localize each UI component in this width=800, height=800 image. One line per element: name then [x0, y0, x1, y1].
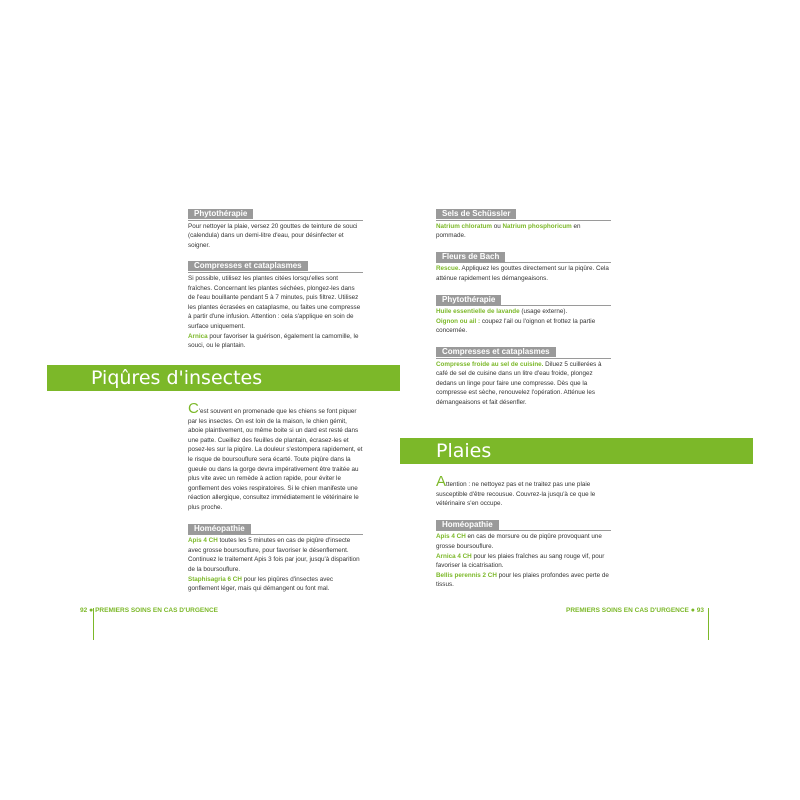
remedy-text: toutes les 5 minutes en cas de piqûre d'insecte avec grosse boursouflure, pour favoriser le désenflement. Continuez le traitement Apis 3 fois par jour, jusqu'à disparition de la boursouflure. [188, 537, 360, 573]
homeopathie-section [436, 520, 611, 590]
left-footer [80, 606, 218, 616]
remedy-line [436, 317, 611, 336]
intro-text: 'est souvent en promenade que les chiens se font piquer par les insectes. On est loin de la maison, le chien gémit, aboie plaintivement, ou même boite si un dard est resté dans une patte. Cueillez des feuilles de plantain, écrasez-les et posez-les sur la piqûre. La douleur s'estompera rapidement, et le risque de boursouflure sera écarté. Toute piqûre dans la gueule ou dans la gorge devra impérativement être traitée au plus vite avec un remède à action rapide, pour éviter le gonflement des voies respiratoires. Si le chien manifeste une réaction allergique, consultez immédiatement le vétérinaire le plus proche. [188, 408, 363, 511]
remedy-text: ou [491, 222, 503, 230]
remedy-term: Bellis perennis 2 CH [436, 571, 497, 579]
section-heading: Homéopathie [436, 520, 499, 530]
remedy-text: (usage externe). [519, 308, 568, 316]
remedy-term: Arnica 4 CH [436, 552, 472, 560]
remedy-line [436, 222, 611, 241]
remedy-text: pour les plaies fraîches au sang rouge vif, pour favoriser la cicatrisation. [436, 552, 605, 570]
right-footer [566, 606, 704, 616]
remedy-term: Compresse froide au sel de cuisine. [436, 360, 544, 368]
compresses-section [188, 261, 363, 350]
remedy-line [436, 571, 611, 590]
remedy-text: en pommade. [436, 222, 581, 240]
remedy-line [188, 575, 363, 594]
section-heading: Phytothérapie [436, 295, 501, 305]
remedy-line [436, 552, 611, 571]
chapter-banner-piqures [47, 365, 400, 391]
section-heading: Sels de Schüssler [436, 209, 516, 219]
heading-rule [188, 272, 363, 273]
banner-title: Piqûres d'insectes [91, 367, 263, 389]
remedy-text: pour les plaies profondes avec perte de tissus. [436, 571, 609, 589]
remedy-line [188, 536, 363, 574]
running-title: PREMIERS SOINS EN CAS D'URGENCE [566, 607, 689, 614]
remedy-line [436, 264, 611, 283]
heading-rule [188, 534, 363, 535]
remedy-term: Natrium chloratum [436, 222, 492, 230]
remedy-term: Oignon ou ail : [436, 317, 481, 325]
footer-rule-left [93, 608, 94, 640]
section-text: Si possible, utilisez les plantes citées lorsqu'elles sont fraîches. Concernant les plantes séchées, plongez-les dans de l'eau bouillante pendant 5 à 7 minutes, puis filtrez. Utilisez les plantes écrasées en cataplasme, ou faites une compresse à partir d'une infusion. Attention : cela s'applique en soin de surface uniquement. [188, 274, 361, 330]
remedy-term: Staphisagria 6 CH [188, 575, 242, 583]
section-heading: Homéopathie [188, 524, 251, 534]
page-number: 93 [696, 607, 704, 614]
footer-rule-right [708, 608, 709, 640]
bullet-icon: ● [690, 607, 695, 614]
banner-title: Plaies [436, 440, 492, 462]
remedy-text: coupez l'ail ou l'oignon et frottez la partie concernée. [436, 317, 596, 335]
phytotherapie-section [188, 209, 363, 250]
remedy-term: Rescue. [436, 265, 461, 273]
remedy-term: Apis 4 CH [188, 537, 218, 545]
remedy-text: en cas de morsure ou de piqûre provoquant une grosse boursouflure. [436, 533, 602, 550]
right-top-column [436, 209, 611, 419]
section-heading: Compresses et cataplasmes [188, 261, 308, 271]
heading-rule [436, 530, 611, 531]
remedy-line [188, 332, 363, 351]
chapter-banner-plaies [400, 438, 753, 464]
remedy-line [436, 360, 611, 408]
running-title: PREMIERS SOINS EN CAS D'URGENCE [95, 607, 218, 614]
remedy-text: Diluez 5 cuillerées à café de sel de cuisine dans un litre d'eau froide, plongez dedans un linge pour faire une compresse. Dès que la compresse est sèche, renouvelez l'opération. Atténue les démangeaisons et fait désenfler. [436, 360, 602, 406]
heading-rule [436, 305, 611, 306]
bach-section [436, 252, 611, 284]
remedy-term: Apis 4 CH [436, 533, 466, 541]
remedy-line [436, 532, 611, 551]
compresses-section [436, 347, 611, 408]
heading-rule [188, 220, 363, 221]
drop-cap: A [436, 473, 447, 490]
bullet-icon: ● [89, 607, 94, 614]
drop-cap: C [188, 400, 199, 417]
right-bottom-column [436, 473, 611, 601]
remedy-text: pour favoriser la guérison, également la camomille, le souci, ou le plantain. [188, 332, 359, 350]
remedy-term: Natrium phosphoricum [502, 222, 572, 230]
remedy-text: Appliquez les gouttes directement sur la piqûre. Cela atténue rapidement les démangeaisons. [436, 265, 609, 282]
section-heading: Phytothérapie [188, 209, 253, 219]
phytotherapie-section [436, 295, 611, 336]
remedy-text: pour les piqûres d'insectes avec gonflement léger, mais qui démangent ou font mal. [188, 575, 334, 593]
intro-text: ttention : ne nettoyez pas et ne traitez pas une plaie susceptible d'être recousue. Couvrez-la jusqu'à ce que le vétérinaire s'en occupe. [436, 481, 596, 508]
remedy-term: Arnica [188, 332, 208, 340]
page-number: 92 [80, 607, 88, 614]
section-text: Pour nettoyer la plaie, versez 20 gouttes de teinture de souci (calendula) dans un demi-litre d'eau, pour désinfecter et soigner. [188, 222, 358, 249]
remedy-line [436, 307, 611, 317]
sels-section [436, 209, 611, 241]
heading-rule [436, 262, 611, 263]
homeopathie-section [188, 524, 363, 594]
remedy-term: Huile essentielle de lavande [436, 308, 520, 316]
heading-rule [436, 220, 611, 221]
section-heading: Compresses et cataplasmes [436, 347, 556, 357]
left-bottom-column [188, 400, 363, 605]
intro-paragraph [188, 400, 363, 513]
intro-paragraph [436, 473, 611, 509]
heading-rule [436, 358, 611, 359]
section-heading: Fleurs de Bach [436, 252, 505, 262]
left-top-column [188, 209, 363, 362]
